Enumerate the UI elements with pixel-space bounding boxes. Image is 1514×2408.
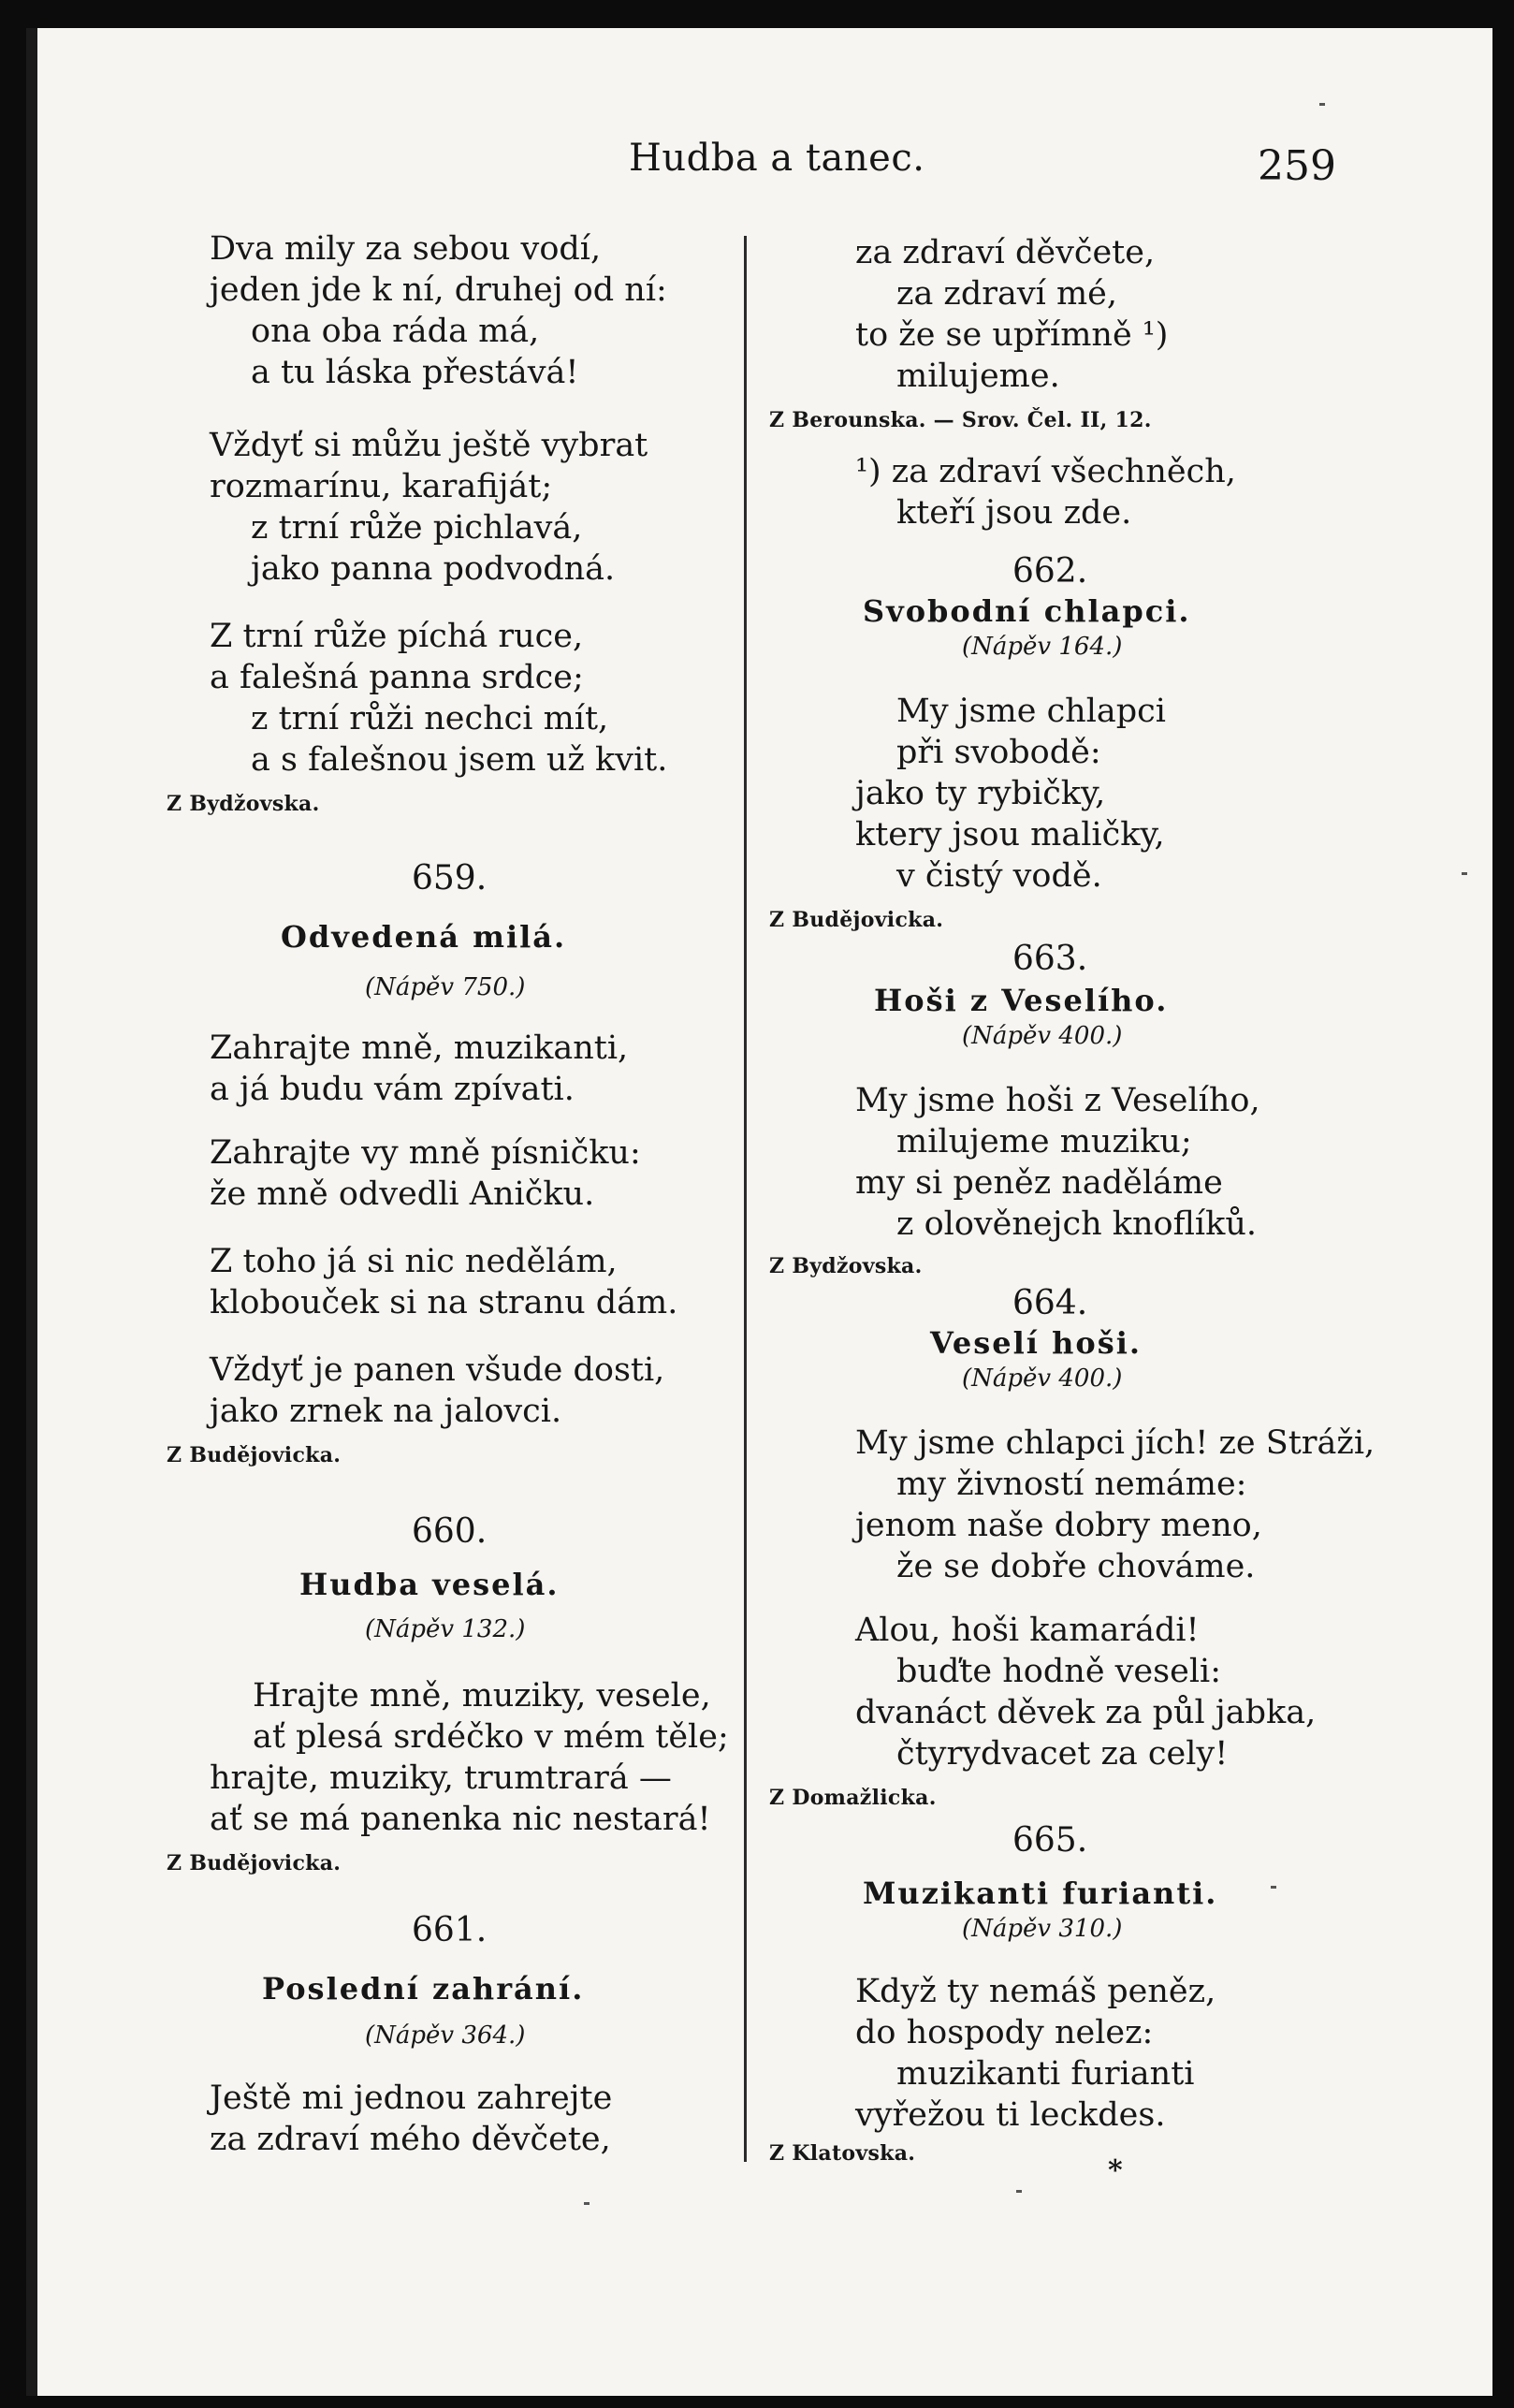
verse-line: a já budu vám zpívati. [210,1071,575,1108]
song-title: Muzikanti furianti. [863,1875,1218,1911]
verse-line: za zdraví mé, [896,275,1117,313]
verse-line: milujeme. [896,358,1060,395]
song-source: Z Budějovicka. [167,1443,342,1467]
verse-line: jako ty rybičky, [855,775,1106,812]
verse-line: My jsme hoši z Veselího, [855,1082,1260,1119]
song-number: 660. [412,1512,488,1551]
verse-line: klobouček si na stranu dám. [210,1284,678,1321]
verse-line: jako panna podvodná. [251,550,616,588]
verse-line: a falešná panna srdce; [210,659,584,696]
song-source: Z Bydžovska. [167,792,320,816]
song-source: Z Domažlicka. [769,1786,937,1810]
melody-reference: (Nápěv 164.) [962,633,1123,661]
verse-line: za zdraví mého děvčete, [210,2121,611,2158]
verse-line: při svobodě: [896,734,1101,771]
print-speck [1462,872,1467,875]
song-title: Hudba veselá. [299,1567,560,1602]
verse-line: Vždyť si můžu ještě vybrat [210,427,648,464]
footnote-line: ¹) za zdraví všechněch, [855,453,1236,490]
verse-line: Když ty nemáš peněz, [855,1973,1216,2010]
verse-line: My jsme chlapci jích! ze Stráži, [855,1424,1376,1462]
print-speck [1271,1886,1276,1889]
song-source: Z Berounska. — Srov. Čel. II, 12. [769,408,1152,432]
song-source: Z Budějovicka. [769,908,944,932]
verse-line: ať se má panenka nic nestará! [210,1801,711,1838]
melody-reference: (Nápěv 400.) [962,1022,1123,1050]
verse-line: ať plesá srdéčko v mém těle; [253,1718,729,1756]
melody-reference: (Nápěv 750.) [365,973,526,1001]
verse-line: Vždyť je panen všude dosti, [210,1351,665,1389]
footnote-line: kteří jsou zde. [896,494,1132,532]
song-number: 665. [1012,1821,1088,1860]
song-title: Svobodní chlapci. [863,593,1191,629]
asterisk-mark: * [1108,2154,1123,2187]
verse-line: my živností nemáme: [896,1466,1247,1503]
verse-line: Z trní růže píchá ruce, [210,618,584,655]
song-number: 662. [1012,552,1088,591]
verse-line: jeden jde k ní, druhej od ní: [210,271,667,309]
verse-line: rozmarínu, karafiját; [210,468,553,505]
song-source: Z Budějovicka. [167,1851,342,1875]
verse-line: muzikanti furianti [896,2055,1195,2093]
verse-line: z trní růže pichlavá, [251,509,583,547]
verse-line: hrajte, muziky, trumtrará — [210,1759,672,1797]
verse-line: za zdraví děvčete, [855,234,1156,271]
verse-line: Z toho já si nic nedělám, [210,1243,618,1280]
song-title: Veselí hoši. [930,1325,1142,1361]
verse-line: a s falešnou jsem už kvit. [251,741,668,779]
song-source: Z Bydžovska. [769,1254,923,1278]
verse-line: do hospody nelez: [855,2014,1154,2051]
melody-reference: (Nápěv 310.) [962,1915,1123,1943]
book-spine-shadow [26,28,37,2396]
song-number: 661. [412,1911,488,1949]
verse-line: že se dobře chováme. [896,1548,1256,1585]
verse-line: to že se upřímně ¹) [855,316,1169,354]
verse-line: Dva mily za sebou vodí, [210,230,602,268]
verse-line: jako zrnek na jalovci. [210,1393,562,1430]
song-number: 659. [412,859,488,898]
verse-line: My jsme chlapci [896,693,1166,730]
verse-line: čtyrydvacet za cely! [896,1735,1229,1773]
verse-line: Ještě mi jednou zahrejte [210,2080,613,2117]
song-number: 664. [1012,1284,1088,1322]
melody-reference: (Nápěv 132.) [365,1615,526,1643]
verse-line: ktery jsou maličky, [855,816,1165,854]
verse-line: Hrajte mně, muziky, vesele, [253,1677,711,1715]
verse-line: a tu láska přestává! [251,354,579,391]
print-speck [1016,2190,1022,2193]
verse-line: z olověnejch knoflíků. [896,1205,1257,1243]
song-source: Z Klatovska. [769,2141,916,2166]
verse-line: jenom naše dobry meno, [855,1507,1262,1544]
song-title: Poslední zahrání. [262,1971,585,2007]
print-speck [1319,103,1325,106]
song-title: Odvedená milá. [281,919,567,955]
verse-line: dvanáct děvek za půl jabka, [855,1694,1317,1731]
verse-line: Zahrajte vy mně písničku: [210,1134,641,1172]
melody-reference: (Nápěv 364.) [365,2021,526,2050]
running-head-title: Hudba a tanec. [629,137,925,180]
song-title: Hoši z Veselího. [874,983,1169,1018]
print-speck [584,2202,590,2205]
verse-line: z trní růži nechci mít, [251,700,609,737]
song-number: 663. [1012,940,1088,978]
verse-line: Zahrajte mně, muzikanti, [210,1029,629,1067]
verse-line: Alou, hoši kamarádi! [855,1612,1200,1649]
column-divider [744,236,747,2162]
verse-line: my si peněz naděláme [855,1164,1223,1202]
verse-line: ona oba ráda má, [251,313,540,350]
page-number: 259 [1258,142,1336,190]
verse-line: milujeme muziku; [896,1123,1192,1160]
verse-line: buďte hodně veseli: [896,1653,1221,1690]
verse-line: že mně odvedli Aničku. [210,1175,595,1213]
verse-line: v čistý vodě. [896,857,1102,895]
verse-line: vyřežou ti leckdes. [855,2096,1166,2134]
melody-reference: (Nápěv 400.) [962,1365,1123,1393]
